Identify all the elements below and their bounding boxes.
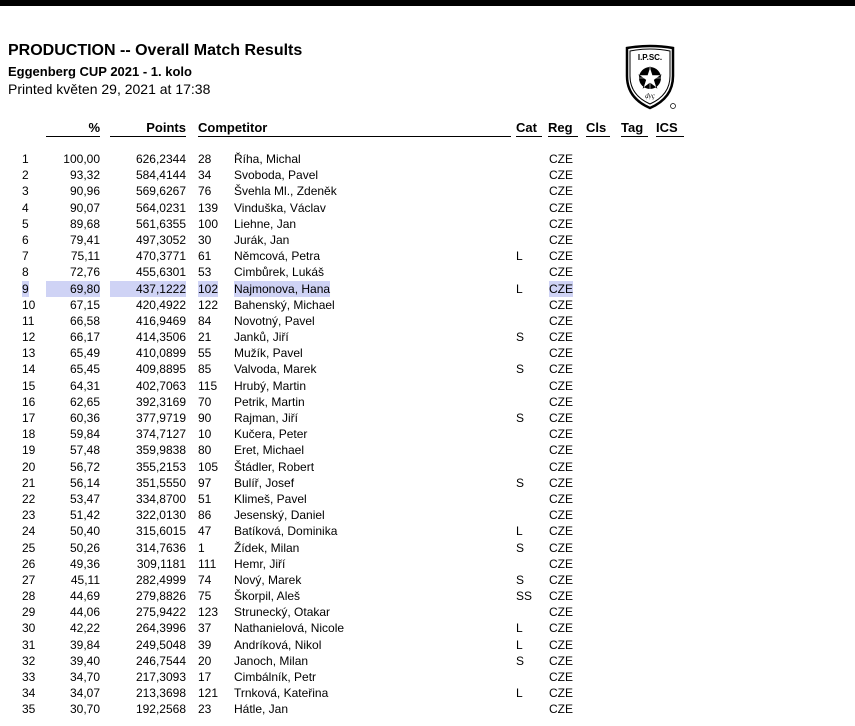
table-row (0, 264, 855, 280)
region-cell: CZE (549, 702, 573, 717)
points-cell: 192,2568 (135, 702, 186, 717)
table-row (0, 361, 855, 377)
competitor-name-cell: Trnková, Kateřina (234, 686, 329, 701)
percent-cell: 67,15 (69, 297, 100, 312)
table-row (0, 491, 855, 507)
region-cell: CZE (549, 459, 573, 474)
region-cell: CZE (549, 184, 573, 199)
table-row (0, 248, 855, 264)
points-cell: 410,0899 (135, 346, 186, 361)
region-cell: CZE (549, 621, 573, 636)
category-cell: S (516, 362, 525, 377)
competitor-number-cell: 17 (198, 670, 212, 684)
table-row (0, 329, 855, 345)
points-cell: 246,7544 (135, 653, 186, 668)
region-cell: CZE (549, 443, 573, 458)
competitor-number-cell: 55 (198, 346, 212, 361)
points-cell: 455,6301 (135, 265, 186, 280)
competitor-name-cell: Valvoda, Marek (234, 362, 317, 377)
competitor-name-cell: Eret, Michael (234, 443, 305, 458)
place-cell: 31 (22, 637, 36, 652)
competitor-number-cell: 23 (198, 702, 212, 717)
competitor-number-cell: 51 (198, 491, 212, 506)
place-cell: 23 (22, 508, 36, 523)
competitor-number-cell: 122 (198, 297, 219, 312)
points-cell: 377,9719 (135, 411, 186, 425)
table-row (0, 313, 855, 329)
percent-cell: 45,11 (70, 572, 100, 587)
place-cell: 19 (22, 443, 36, 458)
competitor-number-cell: 61 (198, 249, 212, 264)
region-cell: CZE (549, 346, 573, 361)
place-cell: 10 (22, 297, 36, 312)
competitor-number-cell: 10 (198, 427, 212, 442)
table-row (0, 297, 855, 313)
percent-cell: 42,22 (69, 621, 100, 636)
competitor-number-cell: 86 (198, 508, 212, 523)
points-cell: 359,9838 (135, 443, 186, 458)
region-cell: CZE (549, 686, 573, 701)
place-cell: 16 (22, 394, 36, 409)
region-cell: CZE (549, 362, 573, 377)
table-row (0, 216, 855, 232)
points-cell: 437,1222 (110, 281, 186, 297)
points-cell: 414,3506 (135, 330, 186, 345)
table-row (0, 701, 855, 717)
competitor-name-cell: Andríková, Nikol (234, 637, 322, 652)
column-header-category: Cat (516, 120, 542, 137)
region-cell: CZE (549, 540, 573, 555)
competitor-number-cell: 74 (198, 572, 212, 587)
points-cell: 355,2153 (135, 459, 186, 474)
region-cell: CZE (549, 653, 573, 668)
table-row (0, 232, 855, 248)
points-cell: 282,4999 (135, 572, 186, 587)
points-cell: 416,9469 (135, 313, 186, 328)
percent-cell: 59,84 (69, 427, 100, 442)
competitor-number-cell: 37 (198, 621, 212, 636)
percent-cell: 65,49 (69, 346, 100, 361)
points-cell: 249,5048 (135, 637, 186, 652)
region-cell: CZE (549, 281, 573, 296)
table-row (0, 653, 855, 669)
points-cell: 309,1181 (136, 556, 186, 571)
column-header-points: Points (110, 120, 186, 137)
points-cell: 315,6015 (135, 524, 186, 539)
region-cell: CZE (549, 556, 573, 571)
competitor-name-cell: Žídek, Milan (234, 540, 300, 555)
region-cell: CZE (549, 232, 573, 247)
competitor-name-cell: Batíková, Dominika (234, 524, 338, 539)
percent-cell: 50,26 (69, 540, 100, 555)
competitor-number-cell: 85 (198, 362, 212, 377)
competitor-name-cell: Strunecký, Otakar (234, 605, 331, 620)
place-cell: 32 (22, 653, 36, 668)
percent-cell: 56,14 (69, 475, 100, 490)
category-cell: S (516, 572, 525, 587)
competitor-number-cell: 34 (198, 168, 212, 183)
region-cell: CZE (549, 475, 573, 490)
place-cell: 3 (22, 184, 29, 199)
region-cell: CZE (549, 491, 573, 506)
table-row (0, 604, 855, 620)
points-cell: 314,7636 (135, 540, 186, 555)
competitor-name-cell: Novotný, Pavel (234, 313, 315, 328)
competitor-name-cell: Jurák, Jan (234, 232, 290, 247)
competitor-number-cell: 30 (198, 232, 212, 247)
competitor-number-cell: 121 (198, 686, 219, 701)
competitor-number-cell: 39 (198, 637, 212, 652)
competitor-number-cell: 97 (198, 475, 212, 490)
category-cell: S (516, 411, 525, 425)
place-cell: 11 (22, 313, 35, 328)
place-cell: 34 (22, 686, 36, 701)
competitor-number-cell: 80 (198, 443, 212, 458)
place-cell: 15 (22, 378, 36, 393)
table-row (0, 394, 855, 410)
category-cell: S (516, 330, 525, 345)
competitor-name-cell: Bahenský, Michael (234, 297, 335, 312)
region-cell: CZE (549, 265, 573, 280)
percent-cell: 30,70 (69, 702, 100, 717)
competitor-number-cell: 100 (198, 216, 219, 231)
competitor-number-cell: 75 (198, 589, 212, 604)
percent-cell: 93,32 (69, 168, 100, 183)
region-cell: CZE (549, 427, 573, 442)
competitor-number-cell: 115 (198, 378, 218, 393)
region-cell: CZE (549, 216, 573, 231)
table-row (0, 378, 855, 394)
percent-cell: 69,80 (46, 281, 100, 297)
competitor-name-cell: Hátle, Jan (234, 702, 289, 717)
region-cell: CZE (549, 313, 573, 328)
category-cell: L (516, 686, 523, 701)
points-cell: 351,5550 (135, 475, 186, 490)
competitor-name-cell: Jesenský, Daniel (234, 508, 325, 523)
table-row (0, 410, 855, 426)
table-row (0, 572, 855, 588)
competitor-number-cell: 139 (198, 200, 219, 215)
points-cell: 564,0231 (135, 200, 186, 215)
competitor-name-cell: Říha, Michal (234, 152, 301, 166)
category-cell: L (516, 281, 523, 296)
competitor-name-cell: Cimbálník, Petr (234, 670, 317, 684)
place-cell: 25 (22, 540, 36, 555)
logo-text: I.P.SC. (637, 53, 663, 62)
competitor-name-cell: Nový, Marek (234, 572, 302, 587)
region-cell: CZE (549, 524, 573, 539)
competitor-name-cell: Škorpil, Aleš (234, 589, 301, 604)
category-cell: L (516, 249, 523, 264)
table-row (0, 200, 855, 216)
competitor-name-cell: Liehne, Jan (234, 216, 297, 231)
points-cell: 334,8700 (135, 491, 186, 506)
place-cell: 13 (22, 346, 36, 361)
competitor-name-cell: Bulíř, Josef (234, 475, 295, 490)
competitor-number-cell: 84 (198, 313, 212, 328)
points-cell: 561,6355 (135, 216, 186, 231)
percent-cell: 34,70 (69, 670, 100, 684)
points-cell: 217,3093 (135, 670, 186, 684)
place-cell: 12 (22, 330, 36, 345)
column-header-class: Cls (586, 120, 610, 137)
competitor-name-cell: Janoch, Milan (234, 653, 309, 668)
place-cell: 24 (22, 524, 36, 539)
table-row (0, 620, 855, 636)
percent-cell: 49,36 (69, 556, 100, 571)
category-cell: L (516, 637, 523, 652)
region-cell: CZE (549, 670, 573, 684)
column-header-ics: ICS (656, 120, 684, 137)
category-cell: S (516, 653, 525, 668)
table-row (0, 345, 855, 361)
region-cell: CZE (549, 394, 573, 409)
points-cell: 275,9422 (135, 605, 186, 620)
competitor-name-cell: Hemr, Jiří (234, 556, 286, 571)
percent-cell: 51,42 (69, 508, 100, 523)
competitor-name-cell: Nathanielová, Nicole (234, 621, 345, 636)
percent-cell: 50,40 (69, 524, 100, 539)
region-cell: CZE (549, 589, 573, 604)
percent-cell: 64,31 (69, 378, 100, 393)
competitor-number-cell: 47 (198, 524, 212, 539)
table-row (0, 151, 855, 167)
competitor-name-cell: Cimbůrek, Lukáš (234, 265, 325, 280)
competitor-name-cell: Janků, Jiří (234, 330, 289, 345)
competitor-name-cell: Švehla Ml., Zdeněk (234, 184, 337, 199)
percent-cell: 75,11 (70, 249, 100, 264)
page-title: PRODUCTION -- Overall Match Results (8, 42, 303, 59)
percent-cell: 62,65 (69, 394, 100, 409)
table-row (0, 426, 855, 442)
table-row (0, 540, 855, 556)
top-bar (0, 0, 855, 6)
points-cell: 279,8826 (135, 589, 186, 604)
category-cell: L (516, 621, 523, 636)
competitor-number-cell: 102 (198, 281, 219, 296)
percent-cell: 44,69 (69, 589, 100, 604)
percent-cell: 100,00 (63, 152, 100, 166)
column-header-tag: Tag (621, 120, 648, 137)
percent-cell: 39,84 (69, 637, 100, 652)
place-cell: 33 (22, 670, 36, 684)
category-cell: L (516, 524, 523, 539)
points-cell: 322,0130 (135, 508, 186, 523)
table-row (0, 637, 855, 653)
place-cell: 22 (22, 491, 36, 506)
competitor-number-cell: 53 (198, 265, 212, 280)
competitor-name-cell: Štádler, Robert (234, 459, 315, 474)
competitor-number-cell: 1 (198, 540, 205, 555)
competitor-number-cell: 21 (198, 330, 212, 345)
points-cell: 497,3052 (135, 232, 186, 247)
place-cell: 6 (22, 232, 29, 247)
competitor-number-cell: 123 (198, 605, 219, 620)
place-cell: 18 (22, 427, 36, 442)
percent-cell: 66,58 (69, 313, 100, 328)
place-cell: 20 (22, 459, 36, 474)
place-cell: 4 (22, 200, 29, 215)
points-cell: 420,4922 (135, 297, 186, 312)
match-name: Eggenberg CUP 2021 - 1. kolo (8, 64, 192, 79)
table-row (0, 507, 855, 523)
competitor-name-cell: Rajman, Jiří (234, 411, 299, 425)
category-cell: S (516, 475, 525, 490)
percent-cell: 44,06 (69, 605, 100, 620)
table-row (0, 442, 855, 458)
competitor-name-cell: Vinduška, Václav (234, 200, 326, 215)
percent-cell: 39,40 (69, 653, 100, 668)
competitor-number-cell: 20 (198, 653, 212, 668)
points-cell: 584,4144 (135, 168, 186, 183)
table-row (0, 167, 855, 183)
place-cell: 2 (22, 168, 29, 183)
place-cell: 35 (22, 702, 36, 717)
place-cell: 29 (22, 605, 36, 620)
place-cell: 28 (22, 589, 36, 604)
competitor-name-cell: Němcová, Petra (234, 249, 321, 264)
percent-cell: 66,17 (69, 330, 100, 345)
table-row (0, 685, 855, 701)
place-cell: 30 (22, 621, 36, 636)
column-header-percent: % (46, 120, 100, 137)
place-cell: 8 (22, 265, 29, 280)
table-row (0, 669, 855, 685)
competitor-name-cell: Hrubý, Martin (234, 378, 307, 393)
region-cell: CZE (549, 378, 573, 393)
points-cell: 409,8895 (135, 362, 186, 377)
results-table (0, 151, 855, 718)
points-cell: 374,7127 (135, 427, 186, 442)
percent-cell: 65,45 (69, 362, 100, 377)
svg-text:ḍṿç: ḍṿç (645, 92, 655, 100)
competitor-number-cell: 111 (198, 556, 217, 571)
category-cell: S (516, 540, 525, 555)
percent-cell: 60,36 (69, 411, 100, 425)
region-cell: CZE (549, 330, 573, 345)
competitor-name-cell: Petrik, Martin (234, 394, 305, 409)
region-cell: CZE (549, 249, 573, 264)
region-cell: CZE (549, 637, 573, 652)
percent-cell: 56,72 (69, 459, 100, 474)
place-cell: 27 (22, 572, 36, 587)
points-cell: 626,2344 (135, 152, 186, 166)
region-cell: CZE (549, 152, 573, 166)
place-cell: 21 (22, 475, 36, 490)
category-cell: SS (516, 589, 533, 604)
competitor-name-cell: Kučera, Peter (234, 427, 308, 442)
ipsc-logo (622, 42, 678, 112)
percent-cell: 34,07 (69, 686, 100, 701)
table-row (0, 588, 855, 604)
printed-date: Printed květen 29, 2021 at 17:38 (8, 81, 211, 97)
table-row (0, 459, 855, 475)
competitor-name-cell: Najmonova, Hana (234, 281, 331, 296)
table-row (0, 183, 855, 199)
competitor-number-cell: 28 (198, 152, 212, 166)
points-cell: 470,3771 (135, 249, 186, 264)
competitor-name-cell: Mužík, Pavel (234, 346, 303, 361)
percent-cell: 53,47 (69, 491, 100, 506)
percent-cell: 90,07 (69, 200, 100, 215)
column-header-region: Reg (548, 120, 578, 137)
percent-cell: 57,48 (69, 443, 100, 458)
table-row (0, 556, 855, 572)
region-cell: CZE (549, 200, 573, 215)
region-cell: CZE (549, 572, 573, 587)
competitor-number-cell: 76 (198, 184, 212, 199)
region-cell: CZE (549, 168, 573, 183)
place-cell: 17 (22, 411, 36, 425)
points-cell: 569,6267 (135, 184, 186, 199)
region-cell: CZE (549, 508, 573, 523)
place-cell: 9 (22, 281, 29, 296)
region-cell: CZE (549, 605, 573, 620)
points-cell: 402,7063 (135, 378, 186, 393)
region-cell: CZE (549, 411, 573, 425)
competitor-name-cell: Klimeš, Pavel (234, 491, 307, 506)
points-cell: 264,3996 (135, 621, 186, 636)
place-cell: 1 (22, 152, 29, 166)
table-row (0, 523, 855, 539)
competitor-number-cell: 70 (198, 394, 212, 409)
competitor-name-cell: Svoboda, Pavel (234, 168, 319, 183)
percent-cell: 90,96 (69, 184, 100, 199)
place-cell: 5 (22, 216, 29, 231)
table-row (0, 281, 855, 297)
table-row (0, 475, 855, 491)
percent-cell: 89,68 (69, 216, 100, 231)
percent-cell: 72,76 (69, 265, 100, 280)
percent-cell: 79,41 (69, 232, 100, 247)
place-cell: 7 (22, 249, 29, 264)
competitor-number-cell: 105 (198, 459, 219, 474)
column-header-competitor: Competitor (198, 120, 511, 137)
competitor-number-cell: 90 (198, 411, 212, 425)
points-cell: 213,3698 (135, 686, 186, 701)
points-cell: 392,3169 (135, 394, 186, 409)
place-cell: 14 (22, 362, 36, 377)
place-cell: 26 (22, 556, 36, 571)
region-cell: CZE (549, 297, 573, 312)
